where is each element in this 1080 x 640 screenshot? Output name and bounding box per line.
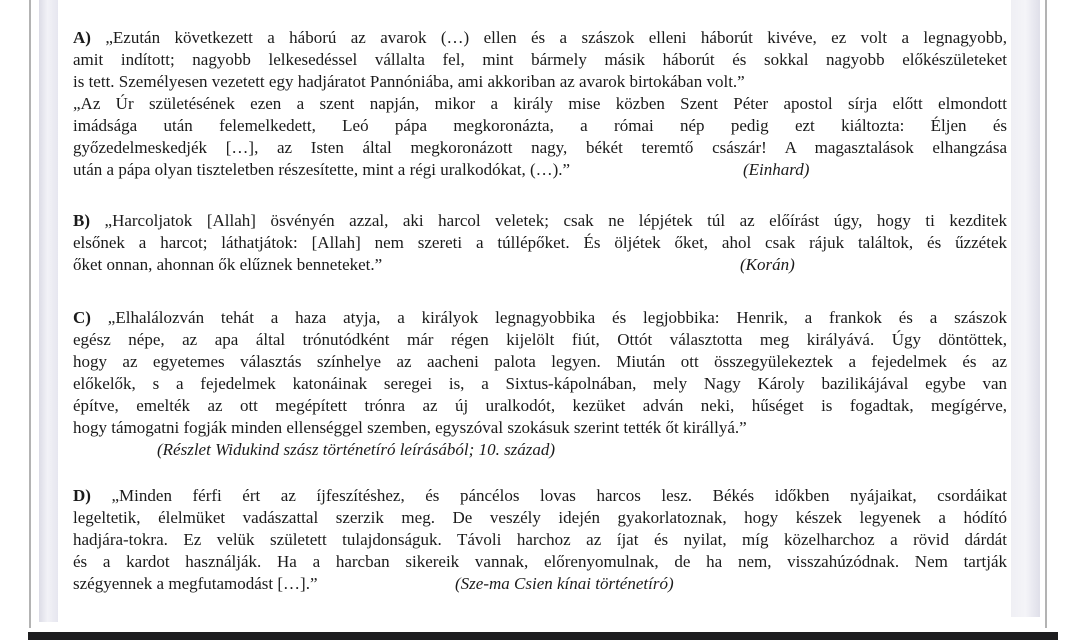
source-attribution: (Einhard) <box>743 160 810 179</box>
text-line: hogy támogatni fogják minden ellenséggel szemben, egyszóval szokásuk szerint tették őt királlyá.” <box>73 418 747 437</box>
text-line: előkelők, s a fejedelmek katonáinak seregei is, a Sixtus-kápolnában, mely Nagy Károly bazilikájával egybe van <box>73 374 1007 393</box>
source-section-c <box>73 307 1007 461</box>
source-section-a <box>73 27 1007 181</box>
text-line: hogy az egyetemes választás színhelye az aacheni palota legyen. Miután ott összegyülekeztek a fejedelmek és az <box>73 352 1007 371</box>
text-line: elsőnek a harcot; láthatjátok: [Allah] nem szereti a túllépőket. És öljétek őket, ahol csak rájuk találtok, és űzzétek <box>73 233 1007 252</box>
right-page-edge-line <box>1045 0 1047 628</box>
section-label: A) <box>73 28 91 47</box>
source-attribution: (Korán) <box>740 255 795 274</box>
left-page-shadow <box>39 0 58 622</box>
section-label: D) <box>73 486 91 505</box>
text-line: legeltetik, élelmüket vadászattal szerzik meg. De veszély idején gyakorlatoznak, hogy készek legyenek a hódító <box>73 508 1007 527</box>
text-line: amit indított; nagyobb lelkesedéssel vállalta fel, mint bármely másik háborút és sokkal nagyobb előkészületeket <box>73 50 1007 69</box>
text-line: hadjára-tokra. Ez velük született tulajdonságuk. Távoli harchoz az íjat és nyilat, míg közelharchoz a rövid dárdát <box>73 530 1007 549</box>
text-line: imádsága után felemelkedett, Leó pápa megkoronázta, a római nép pedig ezt kiáltozta: Éljen és <box>73 116 1007 135</box>
text-line: után a pápa olyan tiszteletben részesítette, mint a régi uralkodókat, (…).” (Einhard) <box>73 160 810 179</box>
text-line: „Az Úr születésének ezen a szent napján, mikor a király mise közben Szent Péter apostol sírja előtt elmondott <box>73 94 1007 113</box>
source-attribution-line: (Részlet Widukind szász történetíró leírásából; 10. század) <box>157 440 556 459</box>
source-section-b <box>73 210 1007 276</box>
section-label: B) <box>73 211 90 230</box>
text-line: is tett. Személyesen vezetett egy hadjáratot Pannóniába, ami akkoriban az avarok birtokában volt.” <box>73 72 745 91</box>
source-attribution: (Sze-ma Csien kínai történetíró) <box>455 574 674 593</box>
right-page-shadow <box>1011 0 1040 617</box>
left-page-edge-line <box>29 0 31 628</box>
text-line: A) „Ezután következett a háború az avarok (…) ellen és a szászok elleni háborút kivéve, ez volt a legnagyobb, <box>73 28 1007 47</box>
text-line: és a kardot használják. Ha a harcban sikereik vannak, előrenyomulnak, de ha nem, visszahúzódnak. Nem tartják <box>73 552 1007 571</box>
bottom-black-bar <box>28 632 1058 640</box>
text-line: egész népe, az apa által trónutódként már régen kijelölt fiút, Ottót választotta meg királyává. Úgy döntöttek, <box>73 330 1007 349</box>
text-line: építve, emelték az ott megépített trónra az új uralkodót, kezüket adván neki, hűséget is fogadtak, megígérve, <box>73 396 1007 415</box>
document-text <box>73 27 1007 595</box>
text-line: C) „Elhalálozván tehát a haza atyja, a királyok legnagyobbika és legjobbika: Henrik, a frankok és a szászok <box>73 308 1007 327</box>
source-section-d <box>73 485 1007 595</box>
text-line: szégyennek a megfutamodást […].” (Sze-ma Csien kínai történetíró) <box>73 574 674 593</box>
text-line: D) „Minden férfi ért az íjfeszítéshez, és páncélos lovas harcos lesz. Békés időkben nyájaikat, csordáikat <box>73 486 1007 505</box>
text-line: B) „Harcoljatok [Allah] ösvényén azzal, aki harcol veletek; csak ne lépjétek túl az előírást úgy, hogy ti kezditek <box>73 211 1007 230</box>
text-line: őket onnan, ahonnan ők elűznek benneteket.” (Korán) <box>73 255 795 274</box>
text-line: győzedelmeskedjék […], az Isten által megkoronázott nagy, békét teremtő császár! A magasztalások elhangzása <box>73 138 1007 157</box>
section-label: C) <box>73 308 91 327</box>
